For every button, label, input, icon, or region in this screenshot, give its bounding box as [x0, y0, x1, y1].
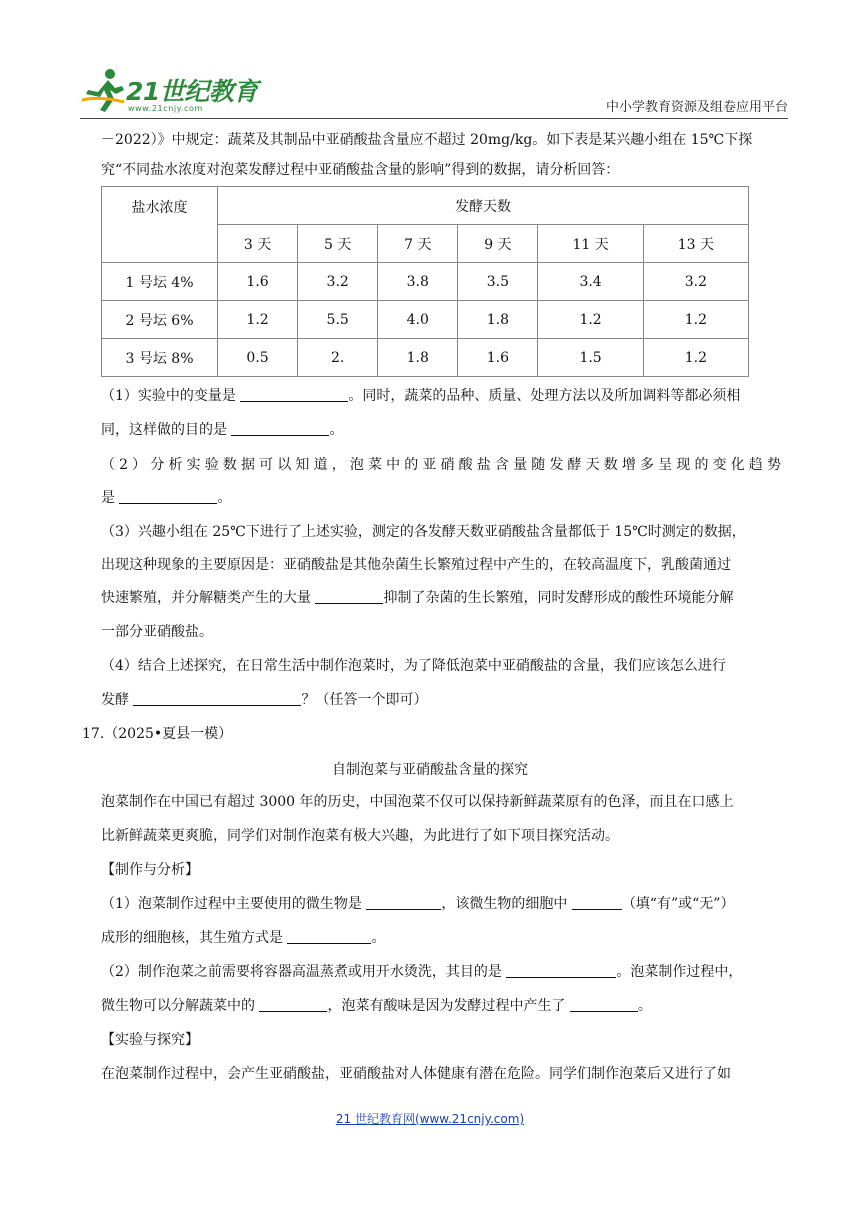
day-header: 11 天	[538, 225, 643, 263]
q17-part2-line2	[101, 994, 781, 1018]
header-divider	[80, 118, 788, 119]
text: 。	[329, 422, 344, 438]
text: 是	[101, 490, 120, 506]
table-cell: 4.0	[378, 301, 458, 339]
table-cell: 5.5	[298, 301, 378, 339]
platform-name: 中小学教育资源及组卷应用平台	[605, 100, 788, 115]
answer-blank[interactable]	[572, 893, 622, 910]
text: 发酵	[101, 692, 134, 708]
answer-blank[interactable]	[287, 927, 371, 944]
table-cell: 3.5	[458, 263, 538, 301]
nitrite-data-table	[101, 186, 749, 377]
logo-url: www.21cnjy.com	[128, 104, 203, 113]
footer-link[interactable]: 21 世纪教育网(www.21cnjy.com)	[335, 1112, 525, 1126]
table-cell: 2.	[298, 339, 378, 377]
table-cell: 3.8	[378, 263, 458, 301]
table-row	[102, 339, 749, 377]
page-header	[80, 62, 788, 120]
table-cell: 0.5	[218, 339, 298, 377]
table-cell: 1.8	[458, 301, 538, 339]
table-cell: 3.2	[643, 263, 748, 301]
table-cell: 1.5	[538, 339, 643, 377]
answer-blank[interactable]	[366, 893, 441, 910]
table-cell: 1.2	[643, 339, 748, 377]
answer-blank[interactable]	[133, 689, 301, 706]
text: 成形的细胞核，其生殖方式是	[101, 930, 288, 946]
q16-part4-line2	[101, 688, 781, 712]
table-cell: 1.6	[458, 339, 538, 377]
q17-intro-line1: 泡菜制作在中国已有超过 3000 年的历史，中国泡菜不仅可以保持新鲜蔬菜原有的色泽，而且在口感上	[101, 794, 734, 810]
answer-blank[interactable]	[119, 487, 217, 504]
text: 同，这样做的目的是	[101, 422, 232, 438]
q17-part2-line1	[101, 960, 781, 984]
table-cell: 3.2	[298, 263, 378, 301]
intro-line-2: 究“不同盐水浓度对泡菜发酵过程中亚硝酸盐含量的影响”得到的数据，请分析回答：	[101, 162, 620, 178]
text: （1）实验中的变量是	[101, 388, 241, 404]
table-header-row	[102, 187, 749, 225]
answer-blank[interactable]	[315, 587, 383, 604]
day-header: 7 天	[378, 225, 458, 263]
table-row	[102, 263, 749, 301]
table-cell: 3.4	[538, 263, 643, 301]
row-label: 1 号坛 4%	[102, 263, 218, 301]
text: （2）制作泡菜之前需要将容器高温蒸煮或用开水烫洗，其目的是	[101, 964, 507, 980]
day-header: 13 天	[643, 225, 748, 263]
text: 微生物可以分解蔬菜中的	[101, 998, 260, 1014]
q17-part1-line2	[101, 926, 781, 950]
runner-logo-icon	[80, 66, 130, 116]
text: 抑制了杂菌的生长繁殖，同时发酵形成的酸性环境能分解	[383, 590, 734, 606]
q16-part1-line1	[101, 384, 781, 408]
text: 。	[637, 998, 652, 1014]
text: ，泡菜有酸味是因为发酵过程中产生了	[327, 998, 570, 1014]
table-cell: 1.8	[378, 339, 458, 377]
col-header-concentration: 盐水浓度	[102, 187, 218, 263]
q16-part3-line3	[101, 586, 781, 610]
row-label: 3 号坛 8%	[102, 339, 218, 377]
text: ？（任答一个即可）	[301, 692, 428, 708]
q16-part3-line2: 出现这种现象的主要原因是：亚硝酸盐是其他杂菌生长繁殖过程中产生的，在较高温度下，乳酸菌通过	[101, 557, 731, 573]
text: ，该微生物的细胞中	[441, 896, 572, 912]
day-header: 5 天	[298, 225, 378, 263]
answer-blank[interactable]	[259, 995, 327, 1012]
text: 快速繁殖，并分解糖类产生的大量	[101, 590, 316, 606]
q17-experiment-line1: 在泡菜制作过程中，会产生亚硝酸盐，亚硝酸盐对人体健康有潜在危险。同学们制作泡菜后又进行了如	[101, 1066, 731, 1082]
day-header: 9 天	[458, 225, 538, 263]
table-cell: 1.6	[218, 263, 298, 301]
text: 。	[371, 930, 386, 946]
q16-part3-line4: 一部分亚硝酸盐。	[101, 624, 213, 640]
q17-title: 自制泡菜与亚硝酸盐含量的探究	[332, 762, 528, 778]
q17-section-experiment: 【实验与探究】	[101, 1032, 199, 1048]
logo	[80, 62, 260, 120]
q17-part1-line1	[101, 892, 781, 916]
q17-section-production: 【制作与分析】	[101, 862, 199, 878]
q16-part3-line1: （3）兴趣小组在 25℃下进行了上述实验，测定的各发酵天数亚硝酸盐含量都低于 15℃时测定的数据，	[101, 524, 746, 540]
table-cell: 1.2	[218, 301, 298, 339]
text: 。泡菜制作过程中，	[616, 964, 743, 980]
row-label: 2 号坛 6%	[102, 301, 218, 339]
intro-line-1: －2022）》中规定：蔬菜及其制品中亚硝酸盐含量应不超过 20mg/kg。如下表是某兴趣小组在 15℃下探	[101, 132, 753, 148]
text: 。同时，蔬菜的品种、质量、处理方法以及所加调料等都必须相	[348, 388, 741, 404]
text: （1）泡菜制作过程中主要使用的微生物是	[101, 896, 367, 912]
q17-intro-line2: 比新鲜蔬菜更爽脆，同学们对制作泡菜有极大兴趣，为此进行了如下项目探究活动。	[101, 828, 619, 844]
q16-part2-line1: （2）分析实验数据可以知道，泡菜中的亚硝酸盐含量随发酵天数增多呈现的变化趋势	[101, 457, 781, 473]
q16-part1-line2	[101, 418, 781, 442]
q16-part2-line2	[101, 486, 781, 510]
day-header: 3 天	[218, 225, 298, 263]
answer-blank[interactable]	[231, 419, 329, 436]
table-row	[102, 301, 749, 339]
answer-blank[interactable]	[506, 961, 616, 978]
answer-blank[interactable]	[570, 995, 638, 1012]
q17-number: 17.（2025•夏县一模）	[82, 726, 233, 742]
table-cell: 1.2	[538, 301, 643, 339]
q16-part4-line1: （4）结合上述探究，在日常生活中制作泡菜时，为了降低泡菜中亚硝酸盐的含量，我们应该怎么进行	[101, 658, 726, 674]
text: 。	[217, 490, 232, 506]
table-cell: 1.2	[643, 301, 748, 339]
text: （填“有”或“无”）	[621, 896, 735, 912]
col-header-days-group: 发酵天数	[218, 187, 749, 225]
answer-blank[interactable]	[240, 385, 348, 402]
logo-text: 21世纪教育	[126, 77, 258, 106]
